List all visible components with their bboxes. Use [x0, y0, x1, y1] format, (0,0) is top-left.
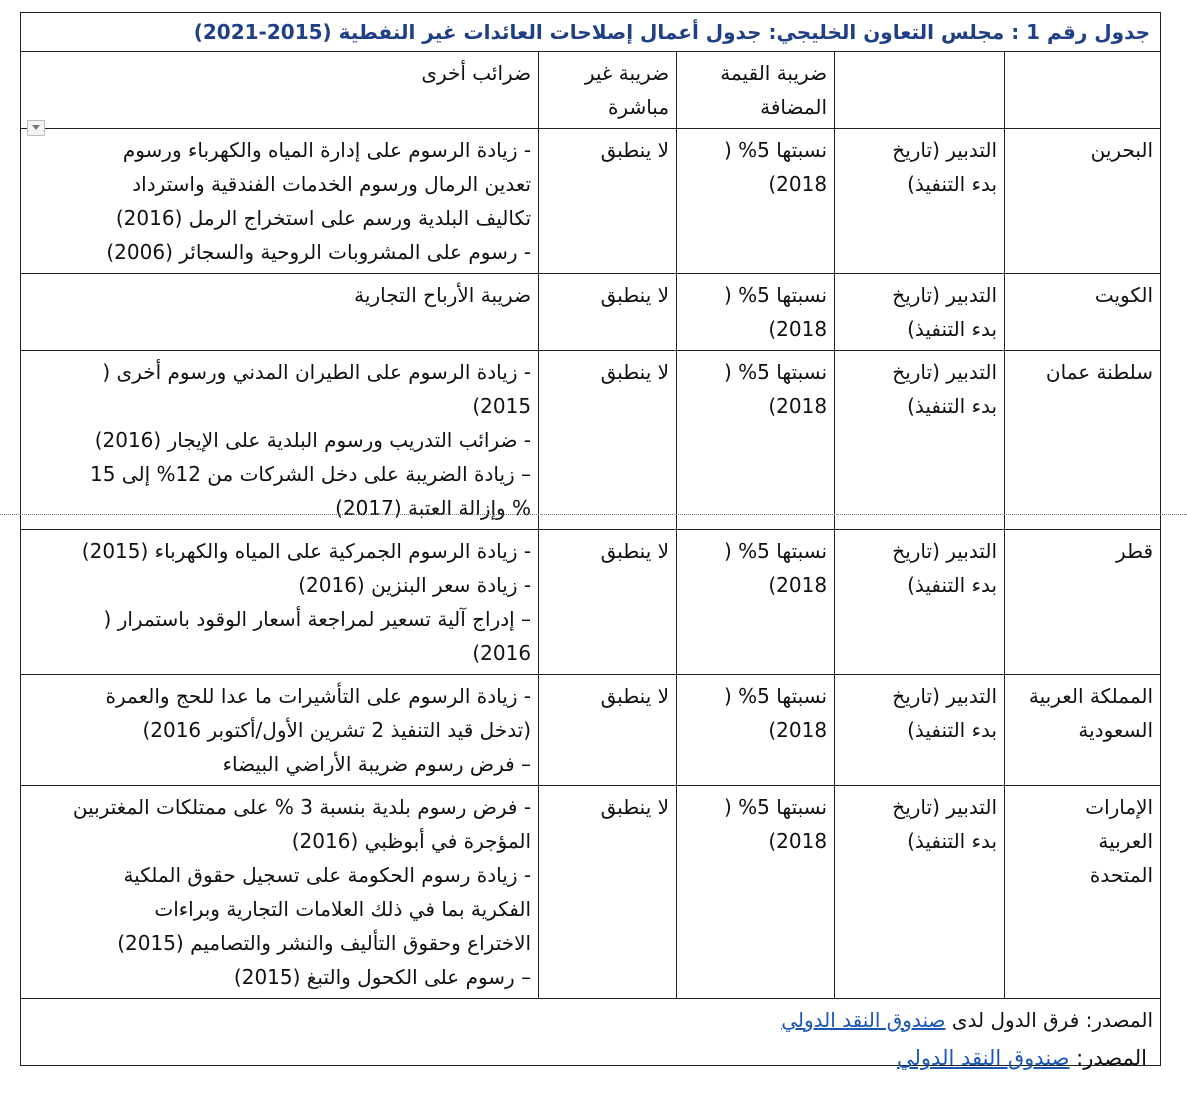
- vat-cell: [677, 675, 835, 786]
- vat-cell: [677, 530, 835, 675]
- cell-line: ضريبة القيمة: [720, 61, 828, 85]
- vat-cell: [677, 351, 835, 530]
- country-cell: [1005, 351, 1161, 530]
- other-taxes-cell: [21, 786, 539, 999]
- cell-line: - زيادة الرسوم الجمركية على المياه والكهرباء (2015): [81, 539, 532, 563]
- cell-line: نسبتها 5% (: [724, 795, 828, 819]
- cell-line: الفكرية بما في ذلك العلامات التجارية وبراءات: [154, 897, 532, 921]
- vat-cell: [677, 786, 835, 999]
- measure-cell: [835, 274, 1005, 351]
- dropdown-arrow-icon[interactable]: [27, 120, 45, 136]
- cell-line: نسبتها 5% (: [724, 360, 828, 384]
- country-cell: [1005, 786, 1161, 999]
- measure-cell: [835, 530, 1005, 675]
- cell-line: - زيادة سعر البنزين (2016): [298, 573, 532, 597]
- cell-line: – رسوم على الكحول والتبغ (2015): [233, 965, 532, 989]
- measure-cell: [835, 675, 1005, 786]
- source-prefix: المصدر: فرق الدول لدى: [945, 1008, 1154, 1032]
- cell-line: المضافة: [760, 95, 828, 119]
- footer-imf-link[interactable]: صندوق النقد الدولي: [897, 1046, 1070, 1070]
- imf-link[interactable]: صندوق النقد الدولي: [781, 1008, 946, 1032]
- table-row: [21, 129, 1161, 274]
- footer-source-prefix: المصدر:: [1069, 1046, 1147, 1070]
- cell-line: - زيادة رسوم الحكومة على تسجيل حقوق الملكية: [123, 863, 532, 887]
- cell-line: - ضرائب التدريب ورسوم البلدية على الإيجار (2016): [94, 428, 532, 452]
- cell-line: ضريبة غير: [584, 61, 670, 85]
- cell-line: 2015): [472, 394, 532, 418]
- footer-source: [897, 1046, 1147, 1070]
- cell-line: 2016): [472, 641, 532, 665]
- cell-line: قطر: [1116, 539, 1154, 563]
- other-taxes-cell: [21, 530, 539, 675]
- table-row: [21, 351, 1161, 530]
- header-vat: [677, 52, 835, 129]
- table-row: [21, 274, 1161, 351]
- cell-line: لا ينطبق: [600, 795, 670, 819]
- page-break-dotted-line: [0, 514, 1187, 515]
- table-row: [21, 530, 1161, 675]
- cell-line: 2018): [768, 573, 828, 597]
- cell-line: ضريبة الأرباح التجارية: [354, 283, 532, 307]
- cell-line: الإمارات: [1085, 795, 1154, 819]
- cell-line: لا ينطبق: [600, 360, 670, 384]
- cell-line: بدء التنفيذ): [907, 829, 998, 853]
- country-cell: [1005, 530, 1161, 675]
- other-taxes-cell: [21, 274, 539, 351]
- cell-line: التدبير (تاريخ: [892, 539, 998, 563]
- cell-line: لا ينطبق: [600, 138, 670, 162]
- indirect-cell: [539, 274, 677, 351]
- cell-line: – إدراج آلية تسعير لمراجعة أسعار الوقود باستمرار (: [103, 607, 532, 631]
- cell-line: بدء التنفيذ): [907, 172, 998, 196]
- table-row: [21, 675, 1161, 786]
- other-taxes-cell: [21, 351, 539, 530]
- header-other-taxes: [21, 52, 539, 129]
- measure-cell: [835, 129, 1005, 274]
- measure-cell: [835, 786, 1005, 999]
- cell-line: 2018): [768, 394, 828, 418]
- country-cell: [1005, 129, 1161, 274]
- cell-line: - فرض رسوم بلدية بنسبة 3 % على ممتلكات المغتربين: [72, 795, 532, 819]
- cell-line: مباشرة: [607, 95, 670, 119]
- cell-line: نسبتها 5% (: [724, 684, 828, 708]
- cell-line: العربية: [1098, 829, 1154, 853]
- cell-line: نسبتها 5% (: [724, 138, 828, 162]
- cell-line: % وإزالة العتبة (2017): [335, 496, 532, 520]
- cell-line: نسبتها 5% (: [724, 283, 828, 307]
- table-row: [21, 786, 1161, 999]
- table-title: جدول رقم 1 : مجلس التعاون الخليجي: جدول أعمال إصلاحات العائدات غير النفطية (2015-2021): [21, 13, 1161, 52]
- cell-line: نسبتها 5% (: [724, 539, 828, 563]
- cell-line: البحرين: [1090, 138, 1154, 162]
- cell-line: 2018): [768, 718, 828, 742]
- cell-line: تكاليف البلدية ورسم على استخراج الرمل (2016): [115, 206, 532, 230]
- cell-line: التدبير (تاريخ: [892, 138, 998, 162]
- cell-line: لا ينطبق: [600, 283, 670, 307]
- cell-line: المملكة العربية: [1028, 684, 1154, 708]
- country-cell: [1005, 274, 1161, 351]
- vat-cell: [677, 129, 835, 274]
- cell-line: - زيادة الرسوم على الطيران المدني ورسوم أخرى (: [102, 360, 532, 384]
- indirect-cell: [539, 351, 677, 530]
- cell-line: الاختراع وحقوق التأليف والنشر والتصاميم (2015): [117, 931, 532, 955]
- cell-line: التدبير (تاريخ: [892, 283, 998, 307]
- cell-line: ضرائب أخرى: [421, 61, 532, 85]
- cell-line: بدء التنفيذ): [907, 573, 998, 597]
- cell-line: السعودية: [1078, 718, 1154, 742]
- cell-line: لا ينطبق: [600, 684, 670, 708]
- cell-line: 2018): [768, 317, 828, 341]
- cell-line: لا ينطبق: [600, 539, 670, 563]
- cell-line: التدبير (تاريخ: [892, 360, 998, 384]
- cell-line: التدبير (تاريخ: [892, 684, 998, 708]
- cell-line: - رسوم على المشروبات الروحية والسجائر (2006): [106, 240, 532, 264]
- measure-cell: [835, 351, 1005, 530]
- header-indirect-tax: [539, 52, 677, 129]
- country-cell: [1005, 675, 1161, 786]
- other-taxes-cell: [21, 129, 539, 274]
- cell-line: المؤجرة في أبوظبي (2016): [291, 829, 532, 853]
- title-row: [21, 13, 1161, 52]
- cell-line: بدء التنفيذ): [907, 718, 998, 742]
- cell-line: التدبير (تاريخ: [892, 795, 998, 819]
- cell-line: (تدخل قيد التنفيذ 2 تشرين الأول/أكتوبر 2016): [142, 718, 532, 742]
- other-taxes-cell: [21, 675, 539, 786]
- header-row: [21, 52, 1161, 129]
- cell-line: الكويت: [1094, 283, 1154, 307]
- indirect-cell: [539, 675, 677, 786]
- cell-line: – فرض رسوم ضريبة الأراضي البيضاء: [222, 752, 532, 776]
- cell-line: بدء التنفيذ): [907, 394, 998, 418]
- cell-line: 2018): [768, 172, 828, 196]
- reforms-table: [20, 12, 1161, 1066]
- cell-line: بدء التنفيذ): [907, 317, 998, 341]
- cell-line: المتحدة: [1089, 863, 1154, 887]
- cell-line: سلطنة عمان: [1045, 360, 1154, 384]
- cell-line: - زيادة الرسوم على إدارة المياه والكهرباء ورسوم: [122, 138, 532, 162]
- cell-line: - زيادة الرسوم على التأشيرات ما عدا للحج والعمرة: [105, 684, 532, 708]
- indirect-cell: [539, 530, 677, 675]
- vat-cell: [677, 274, 835, 351]
- header-measure: [835, 52, 1005, 129]
- indirect-cell: [539, 129, 677, 274]
- cell-line: تعدين الرمال ورسوم الخدمات الفندقية واسترداد: [132, 172, 532, 196]
- indirect-cell: [539, 786, 677, 999]
- cell-line: – زيادة الضريبة على دخل الشركات من 12% إلى 15: [90, 462, 532, 486]
- cell-line: 2018): [768, 829, 828, 853]
- header-country: [1005, 52, 1161, 129]
